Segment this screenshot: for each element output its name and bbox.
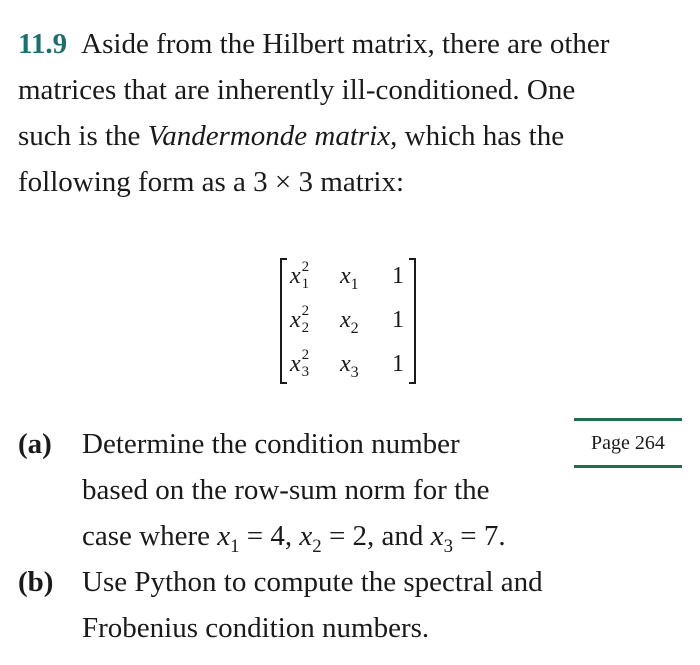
part-b-label: (b) [18,566,54,598]
problem-line-2: matrices that are inherently ill-conditioned. One [18,74,576,106]
problem-line-4: following form as a 3 × 3 matrix: [18,166,405,198]
matrix-cell-r1c2: $x_1$ [340,263,359,293]
matrix-cell-r2c1: x 2 2 [290,303,310,336]
part-a-label: (a) [18,428,52,460]
right-bracket [409,258,416,384]
matrix-cell-r1c3: 1 [392,263,404,289]
matrix-cell-r1c1: x 2 1 [290,259,310,292]
matrix-cell-r3c1: x 2 3 [290,347,310,380]
part-b-line-1: Use Python to compute the spectral and [82,566,543,598]
problem-number: 11.9 [18,28,68,60]
matrix-cell-r2c3: 1 [392,307,404,333]
problem-text-3a: such is the [18,120,148,152]
left-bracket [280,258,287,384]
part-a-line-3: case where $x_1 = 4$, $x_2 = 2$, and $x_3 = 7$. [82,520,506,557]
page-marker: Page 264 [574,418,682,468]
vandermonde-matrix [280,258,416,384]
problem-text-3b: , which has the [390,120,565,152]
vandermonde-term: Vandermonde matrix [147,120,391,152]
part-a-line-1: Determine the condition number [82,428,460,460]
matrix-cell-r3c3: 1 [392,351,404,377]
matrix-cell-r2c2: $x_2$ [340,307,359,337]
part-b-line-2: Frobenius condition numbers. [82,612,430,644]
problem-line-1 [18,24,609,64]
problem-line-3 [18,116,564,156]
part-a-line-2: based on the row-sum norm for the [82,474,490,506]
problem-text-1: Aside from the Hilbert matrix, there are other [81,28,610,60]
matrix-cell-r3c2: $x_3$ [340,351,359,381]
